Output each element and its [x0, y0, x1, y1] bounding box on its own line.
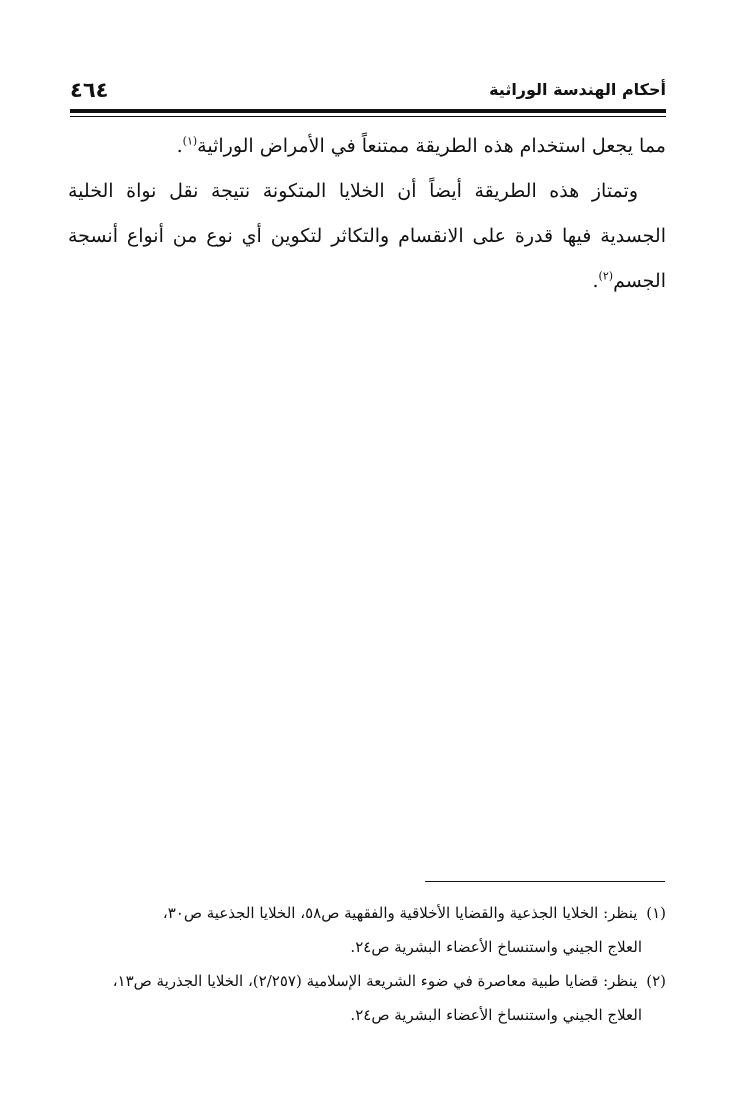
footnote-ref-1: (١) — [182, 134, 198, 148]
footnote-2 — [66, 964, 666, 998]
footnote-2-line2: العلاج الجيني واستنساخ الأعضاء البشرية ص٢٤. — [350, 1006, 642, 1024]
footnote-2-continuation — [66, 998, 666, 1032]
header-rule-thin — [70, 116, 666, 117]
footnote-ref-2: (٢) — [598, 269, 614, 283]
footnote-1-line1: ينظر: الخلايا الجذعية والقضايا الأخلاقية والفقهية ص٥٨، الخلايا الجذعية ص٣٠، — [162, 904, 638, 922]
running-header — [70, 74, 666, 104]
paragraph-1-text: مما يجعل استخدام هذه الطريقة ممتنعاً في الأمراض الوراثية — [197, 135, 666, 157]
main-text — [68, 124, 666, 304]
header-rule-thick — [70, 109, 666, 113]
footnotes — [66, 896, 666, 1032]
paragraph-2 — [68, 169, 666, 304]
paragraph-2-end: . — [592, 270, 599, 292]
paragraph-1 — [68, 124, 666, 169]
footnote-2-line1: ينظر: قضايا طبية معاصرة في ضوء الشريعة الإسلامية (٢/٢٥٧)، الخلايا الجذرية ص١٣، — [112, 972, 638, 990]
paragraph-1-end: . — [176, 135, 183, 157]
footnote-2-number: (٢) — [646, 972, 666, 990]
page-number: ٤٦٤ — [70, 78, 109, 102]
footnote-1-line2: العلاج الجيني واستنساخ الأعضاء البشرية ص٢٤. — [350, 938, 642, 956]
footnote-1-continuation — [66, 930, 666, 964]
paragraph-2-text: وتمتاز هذه الطريقة أيضاً أن الخلايا المتكونة نتيجة نقل نواة الخلية الجسدية فيها قدرة على الانقسام والتكاثر لتكوين أي نوع من أنواع أنسجة الجسم — [68, 180, 666, 292]
running-title: أحكام الهندسة الوراثية — [489, 80, 666, 99]
footnote-1 — [66, 896, 666, 930]
footnote-1-number: (١) — [646, 904, 666, 922]
footnote-separator — [425, 881, 665, 882]
